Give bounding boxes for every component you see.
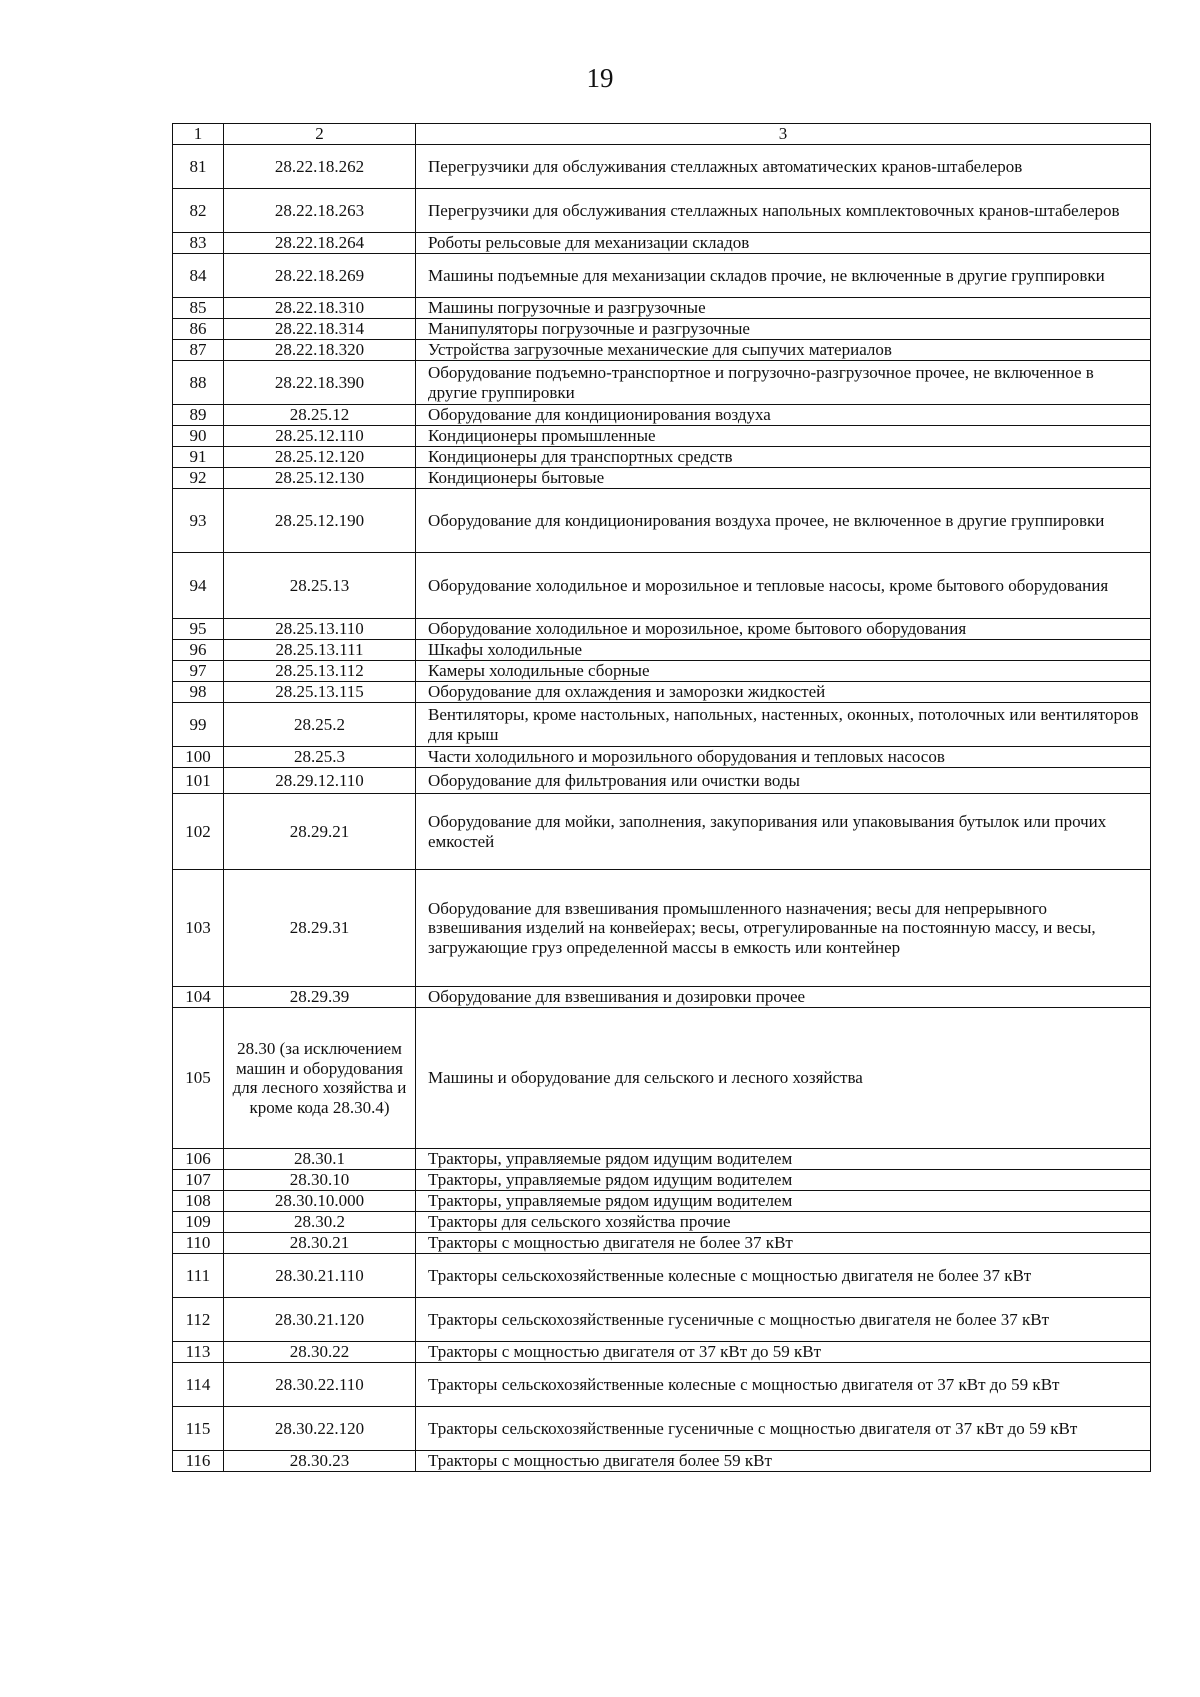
row-code: 28.22.18.310	[224, 298, 416, 319]
row-name: Тракторы сельскохозяйственные гусеничные с мощностью двигателя от 37 кВт до 59 кВт	[416, 1407, 1151, 1451]
row-number: 107	[173, 1170, 224, 1191]
row-name: Машины подъемные для механизации складов прочие, не включенные в другие группировки	[416, 254, 1151, 298]
row-name: Машины и оборудование для сельского и лесного хозяйства	[416, 1008, 1151, 1149]
row-number: 95	[173, 619, 224, 640]
row-code: 28.30.22	[224, 1342, 416, 1363]
row-name: Оборудование для взвешивания и дозировки прочее	[416, 987, 1151, 1008]
row-name: Кондиционеры для транспортных средств	[416, 447, 1151, 468]
row-number: 97	[173, 661, 224, 682]
row-number: 112	[173, 1298, 224, 1342]
table-row	[173, 361, 1151, 405]
row-number: 85	[173, 298, 224, 319]
column-header-name: 3	[416, 124, 1151, 145]
table-row	[173, 553, 1151, 619]
row-code: 28.30.2	[224, 1212, 416, 1233]
table-row	[173, 987, 1151, 1008]
row-number: 106	[173, 1149, 224, 1170]
row-number: 82	[173, 189, 224, 233]
table-row	[173, 447, 1151, 468]
row-code: 28.25.12	[224, 405, 416, 426]
row-name: Оборудование холодильное и морозильное, кроме бытового оборудования	[416, 619, 1151, 640]
table-header-row	[173, 124, 1151, 145]
table-row	[173, 794, 1151, 870]
row-number: 81	[173, 145, 224, 189]
row-code: 28.29.12.110	[224, 768, 416, 794]
row-name: Тракторы с мощностью двигателя от 37 кВт до 59 кВт	[416, 1342, 1151, 1363]
row-number: 114	[173, 1363, 224, 1407]
row-code: 28.25.12.130	[224, 468, 416, 489]
row-number: 104	[173, 987, 224, 1008]
row-code: 28.22.18.263	[224, 189, 416, 233]
table-row	[173, 1008, 1151, 1149]
row-number: 83	[173, 233, 224, 254]
row-code: 28.30.22.110	[224, 1363, 416, 1407]
row-number: 109	[173, 1212, 224, 1233]
table-row	[173, 768, 1151, 794]
row-name: Оборудование для кондиционирования воздуха	[416, 405, 1151, 426]
row-code: 28.25.13.115	[224, 682, 416, 703]
row-number: 96	[173, 640, 224, 661]
table-row	[173, 1363, 1151, 1407]
table-row	[173, 340, 1151, 361]
row-number: 89	[173, 405, 224, 426]
table-row	[173, 661, 1151, 682]
row-name: Тракторы, управляемые рядом идущим водителем	[416, 1170, 1151, 1191]
row-name: Тракторы, управляемые рядом идущим водителем	[416, 1191, 1151, 1212]
row-name: Вентиляторы, кроме настольных, напольных, настенных, оконных, потолочных или вентиляторов для крыш	[416, 703, 1151, 747]
row-name: Перегрузчики для обслуживания стеллажных напольных комплектовочных кранов-штабелеров	[416, 189, 1151, 233]
table-row	[173, 1149, 1151, 1170]
row-code: 28.29.31	[224, 870, 416, 987]
row-code: 28.25.13.111	[224, 640, 416, 661]
row-code: 28.29.39	[224, 987, 416, 1008]
row-code: 28.25.3	[224, 747, 416, 768]
table-row	[173, 1254, 1151, 1298]
row-name: Шкафы холодильные	[416, 640, 1151, 661]
column-header-code: 2	[224, 124, 416, 145]
table-row	[173, 405, 1151, 426]
row-number: 90	[173, 426, 224, 447]
row-code: 28.25.13.110	[224, 619, 416, 640]
row-name: Оборудование для мойки, заполнения, закупоривания или упаковывания бутылок или прочих емкостей	[416, 794, 1151, 870]
row-number: 100	[173, 747, 224, 768]
row-name: Тракторы сельскохозяйственные колесные с мощностью двигателя не более 37 кВт	[416, 1254, 1151, 1298]
table-row	[173, 1342, 1151, 1363]
row-number: 92	[173, 468, 224, 489]
row-code: 28.30.21	[224, 1233, 416, 1254]
table-row	[173, 640, 1151, 661]
row-name: Тракторы сельскохозяйственные колесные с мощностью двигателя от 37 кВт до 59 кВт	[416, 1363, 1151, 1407]
row-name: Оборудование подъемно-транспортное и погрузочно-разгрузочное прочее, не включенное в другие группировки	[416, 361, 1151, 405]
row-code: 28.29.21	[224, 794, 416, 870]
row-number: 111	[173, 1254, 224, 1298]
row-name: Тракторы сельскохозяйственные гусеничные с мощностью двигателя не более 37 кВт	[416, 1298, 1151, 1342]
row-number: 91	[173, 447, 224, 468]
table-row	[173, 1407, 1151, 1451]
row-number: 93	[173, 489, 224, 553]
row-number: 115	[173, 1407, 224, 1451]
row-code: 28.25.12.120	[224, 447, 416, 468]
row-number: 103	[173, 870, 224, 987]
table-row	[173, 1451, 1151, 1472]
row-number: 113	[173, 1342, 224, 1363]
row-name: Оборудование холодильное и морозильное и тепловые насосы, кроме бытового оборудования	[416, 553, 1151, 619]
table-row	[173, 145, 1151, 189]
row-number: 102	[173, 794, 224, 870]
row-number: 108	[173, 1191, 224, 1212]
row-code: 28.25.12.190	[224, 489, 416, 553]
row-name: Роботы рельсовые для механизации складов	[416, 233, 1151, 254]
row-code: 28.25.13.112	[224, 661, 416, 682]
row-name: Тракторы для сельского хозяйства прочие	[416, 1212, 1151, 1233]
table-row	[173, 682, 1151, 703]
table-row	[173, 426, 1151, 447]
row-code: 28.30.21.120	[224, 1298, 416, 1342]
row-code: 28.22.18.320	[224, 340, 416, 361]
table-row	[173, 468, 1151, 489]
table-row	[173, 619, 1151, 640]
row-name: Кондиционеры бытовые	[416, 468, 1151, 489]
row-number: 99	[173, 703, 224, 747]
row-code: 28.30 (за исключением машин и оборудования для лесного хозяйства и кроме кода 28.30.4)	[224, 1008, 416, 1149]
row-code: 28.25.2	[224, 703, 416, 747]
row-number: 94	[173, 553, 224, 619]
row-name: Камеры холодильные сборные	[416, 661, 1151, 682]
row-number: 116	[173, 1451, 224, 1472]
row-code: 28.22.18.269	[224, 254, 416, 298]
row-number: 105	[173, 1008, 224, 1149]
row-name: Тракторы с мощностью двигателя более 59 кВт	[416, 1451, 1151, 1472]
row-number: 98	[173, 682, 224, 703]
row-name: Оборудование для кондиционирования воздуха прочее, не включенное в другие группировки	[416, 489, 1151, 553]
row-number: 86	[173, 319, 224, 340]
table-row	[173, 298, 1151, 319]
row-name: Устройства загрузочные механические для сыпучих материалов	[416, 340, 1151, 361]
table-body	[173, 145, 1151, 1472]
okpd-table	[172, 123, 1151, 1472]
table-row	[173, 1170, 1151, 1191]
table-row	[173, 233, 1151, 254]
row-name: Машины погрузочные и разгрузочные	[416, 298, 1151, 319]
row-number: 84	[173, 254, 224, 298]
row-code: 28.30.10.000	[224, 1191, 416, 1212]
row-code: 28.25.13	[224, 553, 416, 619]
row-name: Перегрузчики для обслуживания стеллажных автоматических кранов-штабелеров	[416, 145, 1151, 189]
column-header-number: 1	[173, 124, 224, 145]
row-number: 101	[173, 768, 224, 794]
row-code: 28.25.12.110	[224, 426, 416, 447]
row-name: Тракторы с мощностью двигателя не более 37 кВт	[416, 1233, 1151, 1254]
row-code: 28.30.1	[224, 1149, 416, 1170]
row-name: Оборудование для взвешивания промышленного назначения; весы для непрерывного взвешивания изделий на конвейерах; весы, отрегулированные на постоянную массу, и весы, загружающие груз определенной массы в емкость или контейнер	[416, 870, 1151, 987]
row-code: 28.22.18.264	[224, 233, 416, 254]
row-name: Тракторы, управляемые рядом идущим водителем	[416, 1149, 1151, 1170]
table-row	[173, 870, 1151, 987]
row-name: Манипуляторы погрузочные и разгрузочные	[416, 319, 1151, 340]
row-number: 87	[173, 340, 224, 361]
table-row	[173, 747, 1151, 768]
row-name: Части холодильного и морозильного оборудования и тепловых насосов	[416, 747, 1151, 768]
table-row	[173, 319, 1151, 340]
row-code: 28.30.23	[224, 1451, 416, 1472]
row-code: 28.22.18.262	[224, 145, 416, 189]
table-row	[173, 254, 1151, 298]
row-name: Кондиционеры промышленные	[416, 426, 1151, 447]
table-row	[173, 1233, 1151, 1254]
table-row	[173, 1298, 1151, 1342]
row-number: 110	[173, 1233, 224, 1254]
row-code: 28.30.22.120	[224, 1407, 416, 1451]
table-row	[173, 703, 1151, 747]
row-number: 88	[173, 361, 224, 405]
row-code: 28.30.10	[224, 1170, 416, 1191]
row-code: 28.22.18.390	[224, 361, 416, 405]
row-name: Оборудование для охлаждения и заморозки жидкостей	[416, 682, 1151, 703]
row-code: 28.22.18.314	[224, 319, 416, 340]
row-code: 28.30.21.110	[224, 1254, 416, 1298]
table-row	[173, 1212, 1151, 1233]
table-row	[173, 1191, 1151, 1212]
row-name: Оборудование для фильтрования или очистки воды	[416, 768, 1151, 794]
page-number: 19	[586, 63, 614, 93]
table-row	[173, 189, 1151, 233]
table-row	[173, 489, 1151, 553]
